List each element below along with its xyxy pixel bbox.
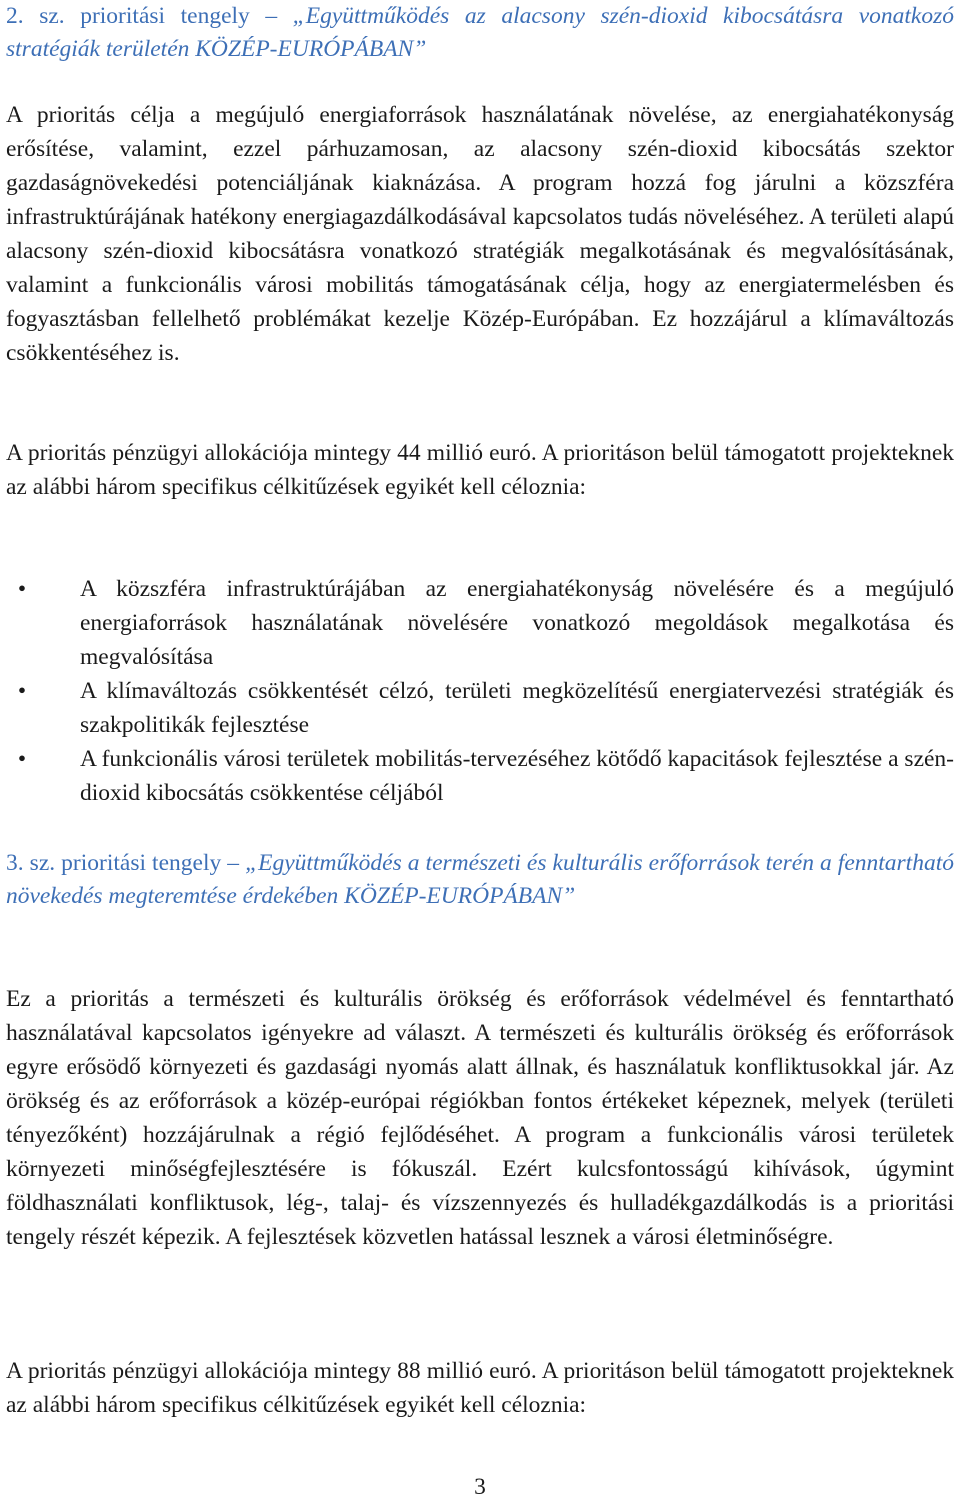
section3-heading (0, 847, 960, 913)
list-item-text: A klímaváltozás csökkentését célzó, területi megközelítésű energiatervezési stratégiák és szakpolitikák fejlesztése (80, 678, 954, 738)
list-item (17, 674, 954, 742)
bullet-icon: • (17, 576, 27, 602)
page-number: 3 (474, 1474, 486, 1500)
section2-paragraph-2: A prioritás pénzügyi allokációja mintegy 44 millió euró. A prioritáson belül támogatott projekteknek az alábbi három specifikus célkitűzések egyikét kell célozniа: (6, 440, 954, 500)
section3-paragraph-1: Ez a prioritás a természeti és kulturális örökség és erőforrások védelmével és fenntartható használatával kapcsolatos igényekre ad választ. A természeti és kulturális örökség és erőforrások egyre erősödő környezeti és gazdasági nyomás alatt állnak, és használatuk konfliktusokkal jár. Az örökség és az erőforrások a közép-európai régiókban fontos értékeket képeznek, melyek (területi tényezőként) hozzájárulnak a régió fejlődéséhet. A program a funkcionális városi területek környezeti minőségfejlesztésére is fókuszál. Ezért kulcsfontosságú kihívások, úgymint földhasználati konfliktusok, lég-, talaj- és vízszennyezés és hulladékgazdálkodás is a prioritási tengely részét képezik. A fejlesztések közvetlen hatással lesznek a városi életminőségre. (6, 986, 954, 1250)
section2-heading (0, 0, 960, 66)
section2-heading-prefix: 2. sz. prioritási tengely – (6, 3, 293, 29)
section2-objectives-list (0, 572, 960, 810)
list-item-text: A funkcionális városi területek mobilitás-tervezéséhez kötődő kapacitások fejlesztése a szén-dioxid kibocsátás csökkentése céljából (80, 746, 954, 806)
section3-paragraph-2: A prioritás pénzügyi allokációja mintegy 88 millió euró. A prioritáson belül támogatott projekteknek az alábbi három specifikus célkitűzések egyikét kell célozniа: (6, 1358, 954, 1418)
bullet-icon: • (17, 746, 27, 772)
bullet-icon: • (17, 678, 27, 704)
section3-heading-prefix: 3. sz. prioritási tengely – (6, 850, 246, 876)
list-item (17, 572, 954, 674)
section2-heading-title: „Együttműködés az alacsony szén-dioxid kibocsátásra vonatkozó stratégiák területén KÖZÉP-EURÓPÁBAN” (6, 3, 954, 62)
list-item-text: A közszféra infrastruktúrájában az energiahatékonyság növelésére és a megújuló energiaforrások használatának növelésére vonatkozó megoldások megalkotása és megvalósítása (80, 576, 954, 670)
section2-paragraph-1: A prioritás célja a megújuló energiaforrások használatának növelése, az energiahatékonyság erősítése, valamint, ezzel párhuzamosan, az alacsony szén-dioxid kibocsátás szektor gazdaságnövekedési potenciáljának kiaknázása. A program hozzá fog járulni a közszféra infrastruktúrájának hatékony energiagazdálkodásával kapcsolatos tudás növeléséhez. A területi alapú alacsony szén-dioxid kibocsátásra vonatkozó stratégiák megalkotásának és megvalósításának, valamint a funkcionális városi mobilitás támogatásának célja, hogy az energiatermelésben és fogyasztásban fellelhető problémákat kezelje Közép-Európában. Ez hozzájárul a klímaváltozás csökkentéséhez is. (6, 102, 954, 366)
list-item (17, 742, 954, 810)
section3-heading-title: „Együttműködés a természeti és kulturális erőforrások terén a fenntartható növekedés megteremtése érdekében KÖZÉP-EURÓPÁBAN” (6, 850, 954, 909)
